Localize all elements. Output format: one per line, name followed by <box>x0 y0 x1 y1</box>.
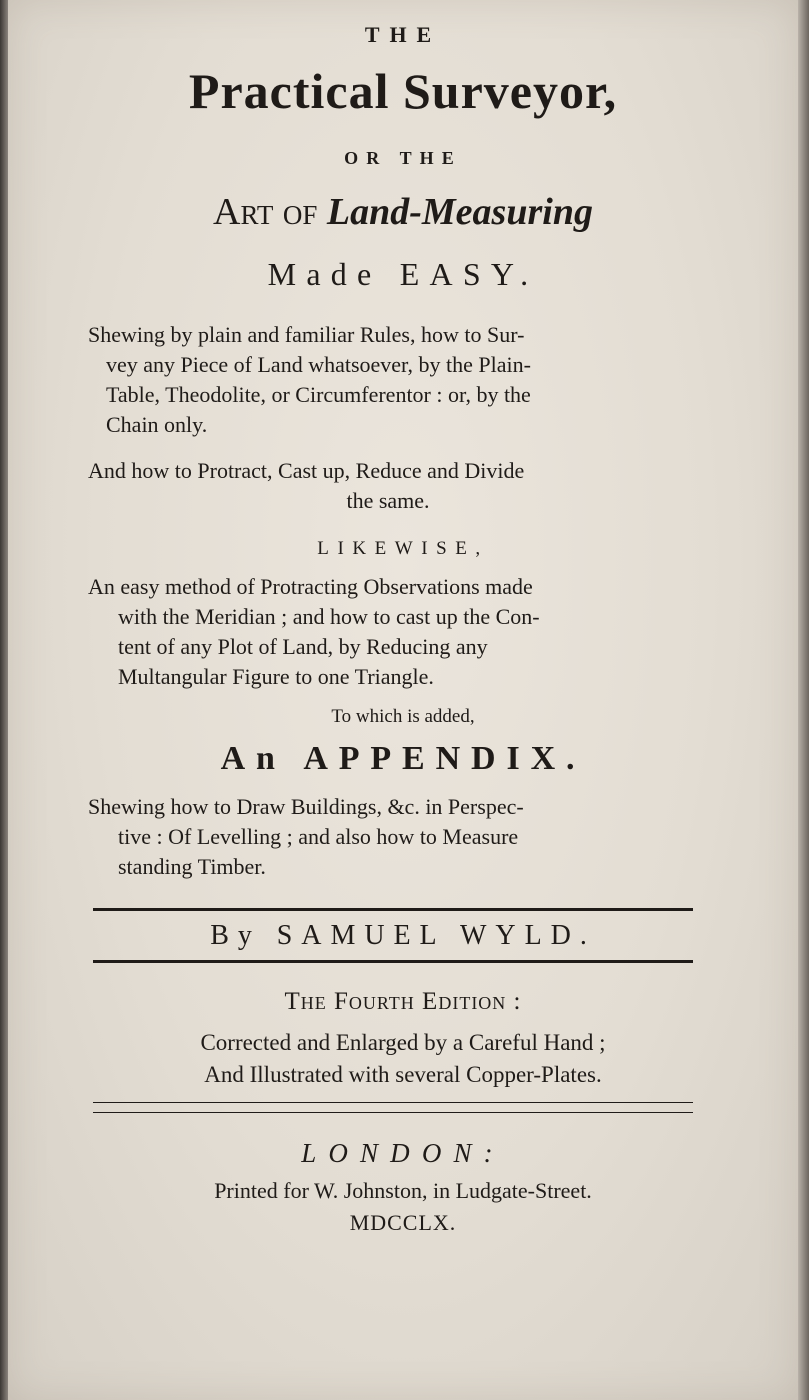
description-line: tent of any Plot of Land, by Reducing any <box>118 634 488 659</box>
main-title: Practical Surveyor, <box>188 63 618 119</box>
art-prefix: Art of <box>213 191 318 233</box>
to-which-is-added: To which is added, <box>331 706 475 727</box>
description-paragraph-4 <box>88 792 688 882</box>
made-easy-line: Made EASY. <box>267 256 539 292</box>
description-line: tive : Of Levelling ; and also how to Measure <box>118 824 519 849</box>
land-measuring-text: Land-Measuring <box>326 191 593 233</box>
page-edge <box>798 0 809 1400</box>
illustrated-line: And Illustrated with several Copper-Plates. <box>204 1062 602 1087</box>
description-paragraph-1 <box>88 320 688 440</box>
description-line: with the Meridian ; and how to cast up the Con- <box>118 604 540 629</box>
description-line: Multangular Figure to one Triangle. <box>118 664 434 689</box>
description-line: And how to Protract, Cast up, Reduce and Divide <box>88 458 525 483</box>
divider-rule <box>93 960 693 963</box>
book-spine <box>0 0 8 1400</box>
description-line: standing Timber. <box>118 854 266 879</box>
author-line: By SAMUEL WYLD. <box>210 920 596 951</box>
description-paragraph-2 <box>88 456 688 516</box>
description-line: Chain only. <box>106 412 208 437</box>
description-line: the same. <box>346 488 430 513</box>
description-line: An easy method of Protracting Observations made <box>88 574 533 599</box>
printer-line: Printed for W. Johnston, in Ludgate-Street. <box>214 1178 592 1203</box>
corrected-line: Corrected and Enlarged by a Careful Hand ; <box>200 1030 606 1055</box>
likewise-heading: LIKEWISE, <box>317 538 489 559</box>
art-line <box>8 190 798 234</box>
city-line: LONDON: <box>301 1138 505 1168</box>
title-page <box>8 0 798 1400</box>
the-heading: THE <box>364 22 442 47</box>
divider-rule <box>93 1102 693 1103</box>
divider-rule <box>93 908 693 911</box>
year-line: MDCCLX. <box>349 1210 457 1235</box>
or-the-subheading: OR THE <box>344 148 462 168</box>
description-line: Shewing how to Draw Buildings, &c. in Perspec- <box>88 794 524 819</box>
edition-line: The Fourth Edition : <box>284 988 522 1015</box>
description-paragraph-3 <box>88 572 688 692</box>
description-line: Shewing by plain and familiar Rules, how to Sur- <box>88 322 525 347</box>
description-line: Table, Theodolite, or Circumferentor : or, by the <box>106 382 531 407</box>
divider-rule <box>93 1112 693 1113</box>
appendix-heading: An APPENDIX. <box>220 740 586 777</box>
description-line: vey any Piece of Land whatsoever, by the Plain- <box>106 352 531 377</box>
